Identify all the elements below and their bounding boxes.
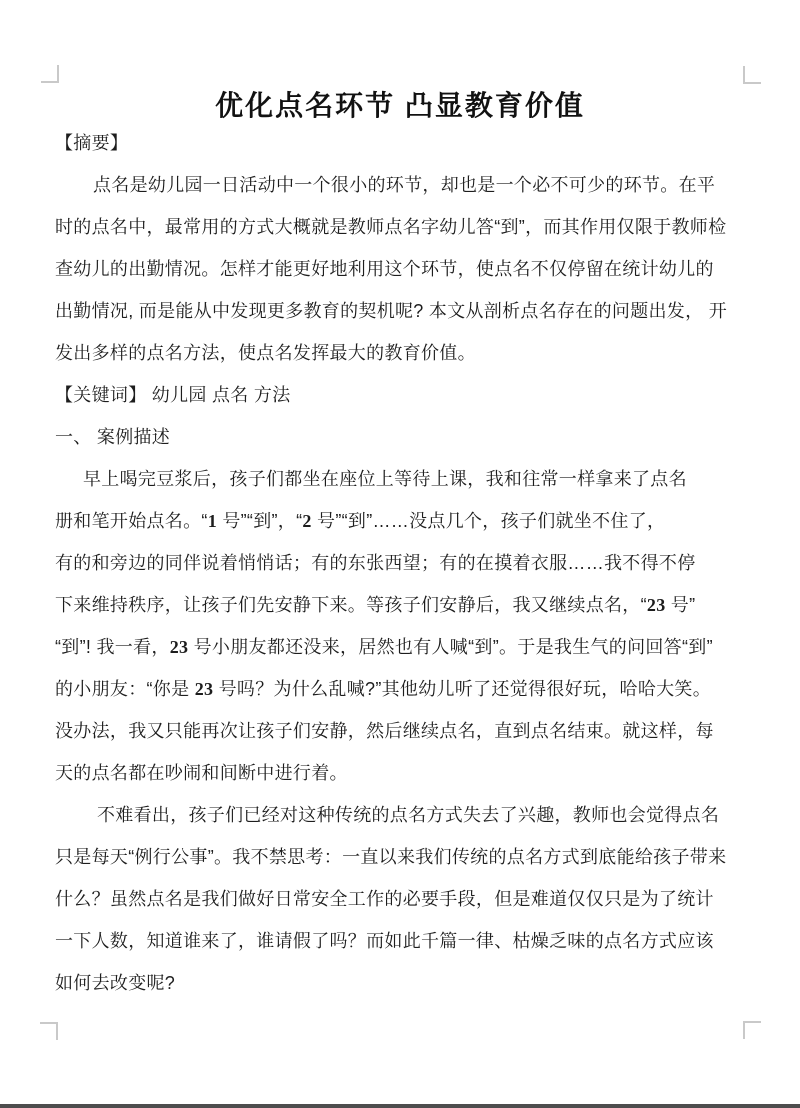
bold-number: 2 [302, 511, 312, 531]
text-line: 【关键词】 幼儿园 点名 方法 [55, 385, 291, 405]
text-line: 发出多样的点名方法，使点名发挥最大的教育价值。 [55, 343, 476, 363]
text-line: “到”! 我一看，23 号小朋友都还没来，居然也有人喊“到”。于是我生气的问回答“到” [55, 637, 713, 657]
bottom-edge-bar [0, 1104, 800, 1108]
crop-mark-top-left-icon [41, 65, 59, 83]
text-line: 下来维持秩序，让孩子们先安静下来。等孩子们安静后，我又继续点名，“23 号” [55, 595, 696, 615]
article-body [55, 122, 747, 1004]
bold-number: 23 [646, 595, 666, 615]
text-line: 没办法，我又只能再次让孩子们安静，然后继续点名，直到点名结束。就这样，每 [55, 721, 714, 741]
text-line: 出勤情况, 而是能从中发现更多教育的契机呢? 本文从剖析点名存在的问题出发， 开 [55, 301, 728, 321]
text-line: 只是每天“例行公事”。我不禁思考：一直以来我们传统的点名方式到底能给孩子带来 [55, 847, 727, 867]
text-line: 一、 案例描述 [55, 427, 171, 447]
bold-number: 23 [194, 679, 214, 699]
crop-mark-top-right-icon [743, 66, 761, 84]
text-line: 时的点名中，最常用的方式大概就是教师点名字幼儿答“到”，而其作用仅限于教师检 [55, 217, 727, 237]
text-line: 有的和旁边的同伴说着悄悄话；有的东张西望；有的在摸着衣服……我不得不停 [55, 553, 696, 573]
article-title: 优化点名环节 凸显教育价值 [215, 90, 585, 121]
text-line: 查幼儿的出勤情况。怎样才能更好地利用这个环节，使点名不仅停留在统计幼儿的 [55, 259, 714, 279]
text-line: 不难看出，孩子们已经对这种传统的点名方式失去了兴趣，教师也会觉得点名 [97, 805, 720, 825]
abstract-label [55, 122, 747, 164]
crop-mark-bottom-right-icon [743, 1021, 761, 1039]
case-paragraph-1 [55, 458, 747, 794]
text-line: 点名是幼儿园一日活动中一个很小的环节，却也是一个必不可少的环节。在平 [93, 175, 716, 195]
keywords-line [55, 374, 747, 416]
text-line: 册和笔开始点名。“1 号”“到”，“2 号”“到”……没点几个，孩子们就坐不住了， [55, 511, 666, 531]
crop-mark-bottom-left-icon [40, 1022, 58, 1040]
text-line: 的小朋友：“你是 23 号吗？为什么乱喊?”其他幼儿听了还觉得很好玩，哈哈大笑。 [55, 679, 712, 699]
text-line: 如何去改变呢? [55, 973, 176, 993]
text-line: 天的点名都在吵闹和间断中进行着。 [55, 763, 348, 783]
bold-number: 1 [207, 511, 218, 531]
section-heading-case-description [55, 416, 747, 458]
text-line: 早上喝完豆浆后，孩子们都坐在座位上等待上课，我和往常一样拿来了点名 [83, 469, 687, 489]
bold-number: 23 [169, 637, 189, 657]
text-line: 一下人数，知道谁来了，谁请假了吗？而如此千篇一律、枯燥乏味的点名方式应该 [55, 931, 714, 951]
text-line: 【摘要】 [55, 133, 129, 153]
text-line: 什么？虽然点名是我们做好日常安全工作的必要手段，但是难道仅仅只是为了统计 [55, 889, 714, 909]
abstract-paragraph [55, 164, 747, 374]
case-paragraph-2 [55, 794, 747, 1004]
